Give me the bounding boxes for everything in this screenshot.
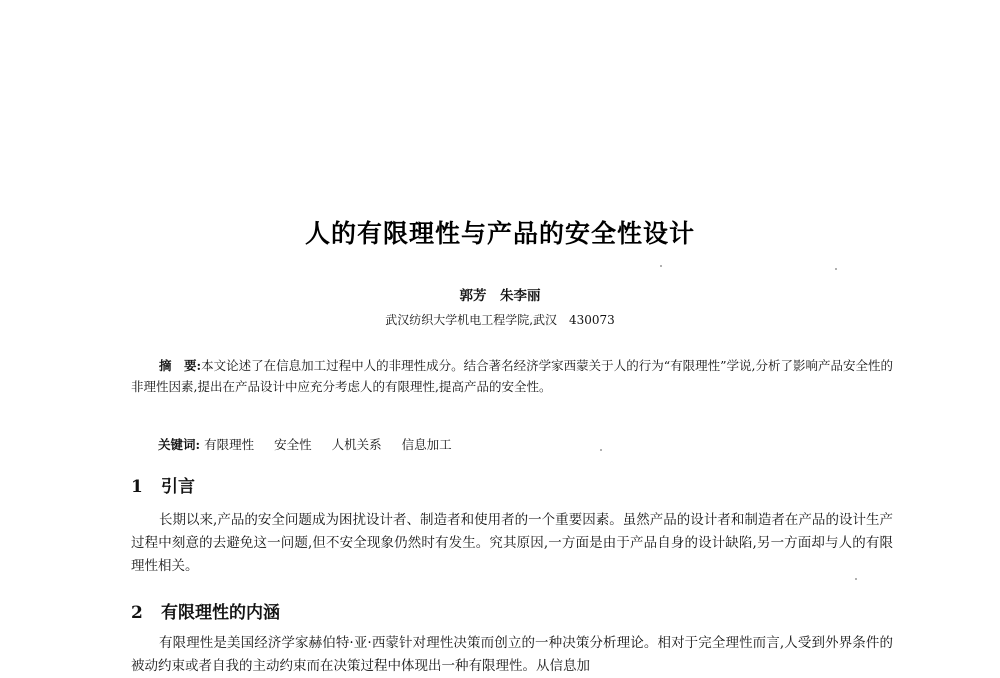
section-title: 有限理性的内涵 [161, 603, 280, 623]
section-heading-introduction [131, 472, 195, 497]
abstract-label: 摘 要: [159, 358, 202, 373]
scan-speck [600, 449, 602, 451]
section-number: 1 [131, 477, 143, 497]
section-heading-bounded-rationality [131, 598, 280, 623]
paper-affiliation: 武汉纺织大学机电工程学院,武汉 430073 [385, 313, 615, 327]
paper-title: 人的有限理性与产品的安全性设计 [304, 219, 695, 248]
section-title: 引言 [161, 477, 195, 497]
paper-authors: 郭芳 朱李丽 [459, 288, 541, 304]
keyword-item: 安全性 [274, 437, 312, 452]
section-paragraph: 长期以来,产品的安全问题成为困扰设计者、制造者和使用者的一个重要因素。虽然产品的设计者和制造者在产品的设计生产过程中刻意的去避免这一问题,但不安全现象仍然时有发生。究其原因,一方面是由于产品自身的设计缺陷,另一方面却与人的有限理性相关。 [131, 512, 893, 574]
scan-speck [660, 265, 662, 267]
keyword-item: 人机关系 [331, 437, 382, 452]
abstract [131, 355, 893, 397]
section-paragraph: 有限理性是美国经济学家赫伯特·亚·西蒙针对理性决策而创立的一种决策分析理论。相对于完全理性而言,人受到外界条件的被动约束或者自我的主动约束而在决策过程中体现出一种有限理性。从信息加 [131, 635, 893, 674]
keywords [158, 435, 468, 453]
abstract-text: 本文论述了在信息加工过程中人的非理性成分。结合著名经济学家西蒙关于人的行为“有限理性”学说,分析了影响产品安全性的非理性因素,提出在产品设计中应充分考虑人的有限理性,提高产品的安全性。 [131, 358, 893, 394]
keyword-item: 信息加工 [401, 437, 452, 452]
scan-speck [835, 268, 837, 270]
section-number: 2 [131, 603, 143, 623]
keyword-item: 有限理性 [204, 437, 255, 452]
scan-speck [855, 578, 857, 580]
keywords-label: 关键词: [158, 437, 201, 452]
